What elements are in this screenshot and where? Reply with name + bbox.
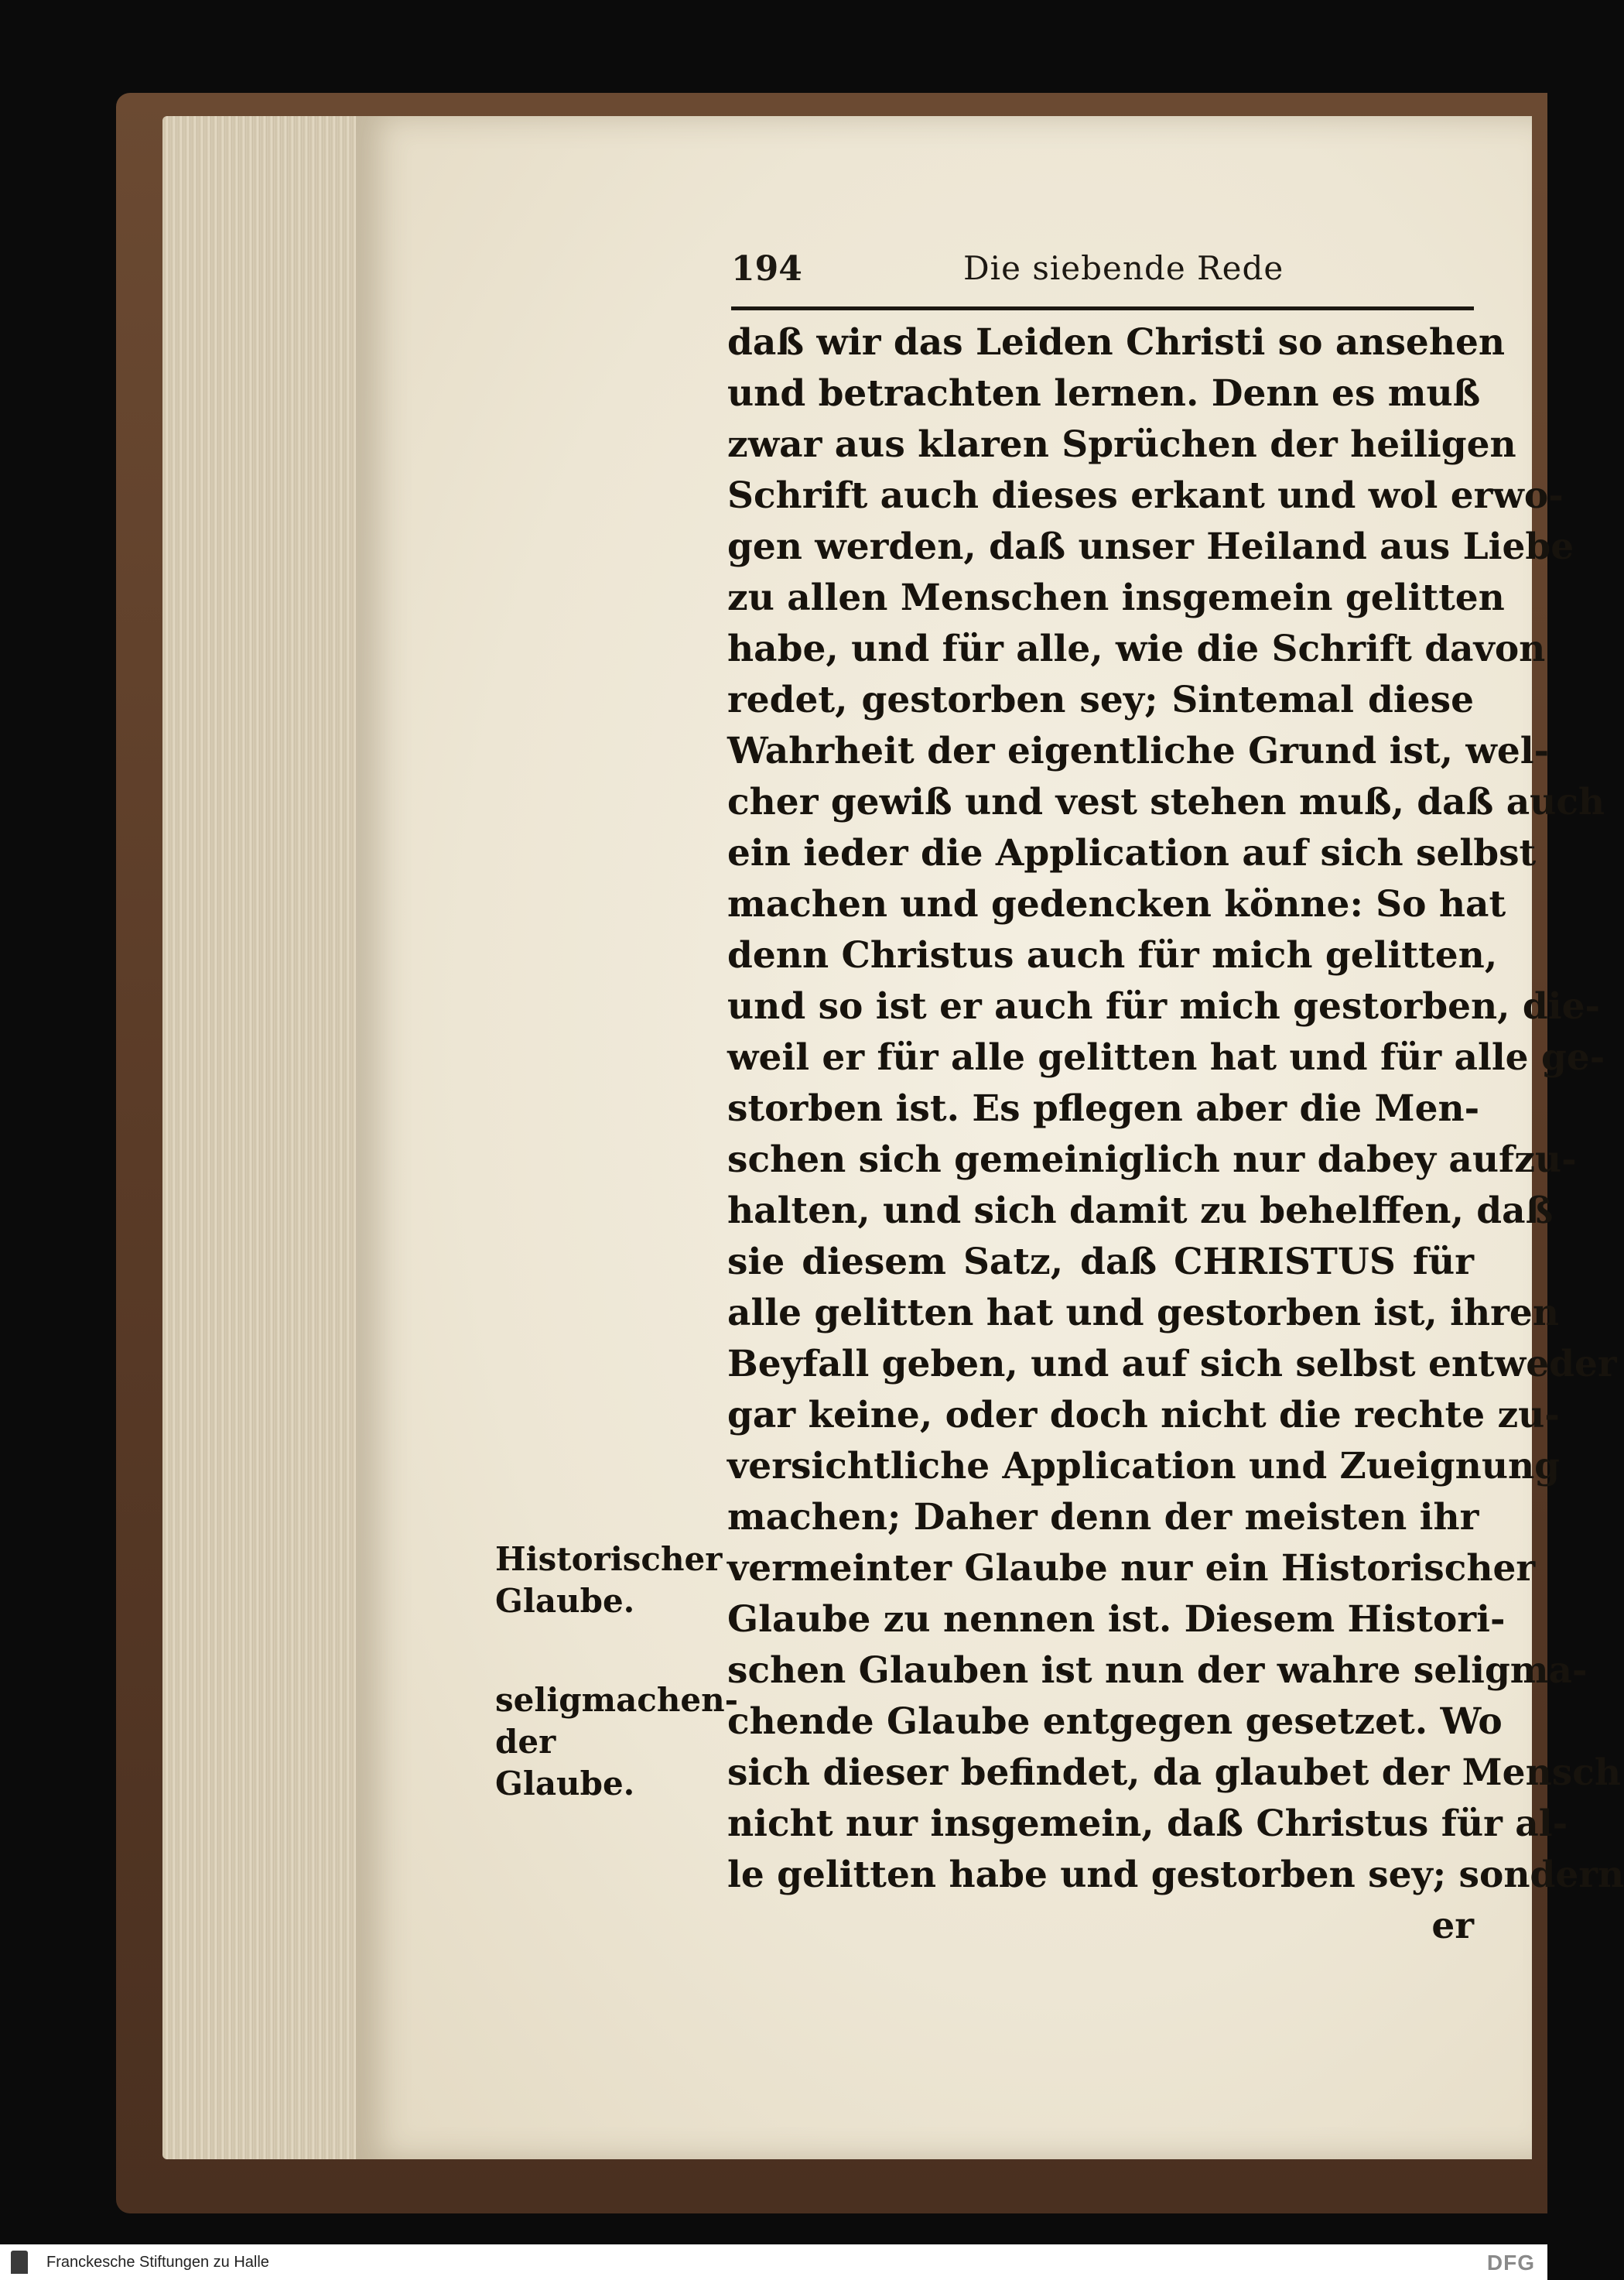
text-line: sie diesem Satz, daß CHRISTUS für [727, 1241, 1474, 1283]
page-number: 194 [731, 249, 802, 289]
page-header [731, 249, 1474, 296]
text-line: schen sich gemeiniglich nur dabey aufzu- [727, 1138, 1577, 1181]
text-line: Schrift auch dieses erkant und wol erwo- [727, 474, 1564, 517]
margin-note-line: Glaube. [495, 1582, 635, 1620]
text-line: alle gelitten hat und gestorben ist, ihren [727, 1292, 1559, 1334]
text-line: le gelitten habe und gestorben sey; sondern [727, 1854, 1624, 1896]
text-line: und betrachten lernen. Denn es muß [727, 372, 1481, 415]
page-edges [162, 116, 364, 2159]
margin-note-line: Historischer [495, 1540, 723, 1578]
text-line: Beyfall geben, und auf sich selbst entweder [727, 1343, 1617, 1385]
margin-note-historischer-glaube [495, 1539, 723, 1622]
text-line: cher gewiß und vest stehen muß, daß auch [727, 781, 1605, 823]
text-line: vermeinter Glaube nur ein Historischer [727, 1547, 1536, 1590]
text-line: Glaube zu nennen ist. Diesem Histori- [727, 1598, 1506, 1641]
institution-logo-icon [11, 2251, 28, 2274]
text-line: schen Glauben ist nun der wahre seligma- [727, 1649, 1588, 1692]
text-line: halten, und sich damit zu behelffen, daß [727, 1190, 1554, 1232]
text-line: daß wir das Leiden Christi so ansehen [727, 321, 1506, 364]
header-rule [731, 306, 1474, 310]
text-line: sich dieser befindet, da glaubet der Mensch [727, 1751, 1621, 1794]
text-line: storben ist. Es pflegen aber die Men- [727, 1087, 1480, 1130]
text-line: chende Glaube entgegen gesetzet. Wo [727, 1700, 1503, 1743]
text-line: machen und gedencken könne: So hat [727, 883, 1506, 926]
dfg-logo[interactable]: DFG [1486, 2251, 1535, 2275]
text-line: denn Christus auch für mich gelitten, [727, 934, 1498, 977]
text-line: ein ieder die Application auf sich selbst [727, 832, 1537, 875]
text-line: habe, und für alle, wie die Schrift davon [727, 628, 1546, 670]
institution-credit[interactable]: Franckesche Stiftungen zu Halle [46, 2254, 269, 2271]
running-head: Die siebende Rede [963, 249, 1284, 287]
catchword: er [1431, 1905, 1474, 1947]
text-line: weil er für alle gelitten hat und für alle ge- [727, 1036, 1605, 1079]
text-line: zu allen Menschen insgemein gelitten [727, 577, 1505, 619]
text-line: Wahrheit der eigentliche Grund ist, wel- [727, 730, 1550, 772]
text-line: machen; Daher denn der meisten ihr [727, 1496, 1479, 1539]
text-line: redet, gestorben sey; Sintemal diese [727, 679, 1474, 721]
margin-note-line: seligmachen- [495, 1681, 739, 1719]
body-text [727, 317, 1624, 1952]
margin-note-seligmachender-glaube [495, 1679, 739, 1805]
text-line: nicht nur insgemein, daß Christus für al- [727, 1802, 1568, 1845]
text-line: gen werden, daß unser Heiland aus Liebe [727, 525, 1574, 568]
text-line: zwar aus klaren Sprüchen der heiligen [727, 423, 1516, 466]
viewer-footer [0, 2244, 1547, 2280]
margin-note-line: der Glaube. [495, 1723, 635, 1802]
text-line: versichtliche Application und Zueignung [727, 1445, 1561, 1487]
text-line: und so ist er auch für mich gestorben, die- [727, 985, 1601, 1028]
text-line: gar keine, oder doch nicht die rechte zu- [727, 1394, 1560, 1436]
